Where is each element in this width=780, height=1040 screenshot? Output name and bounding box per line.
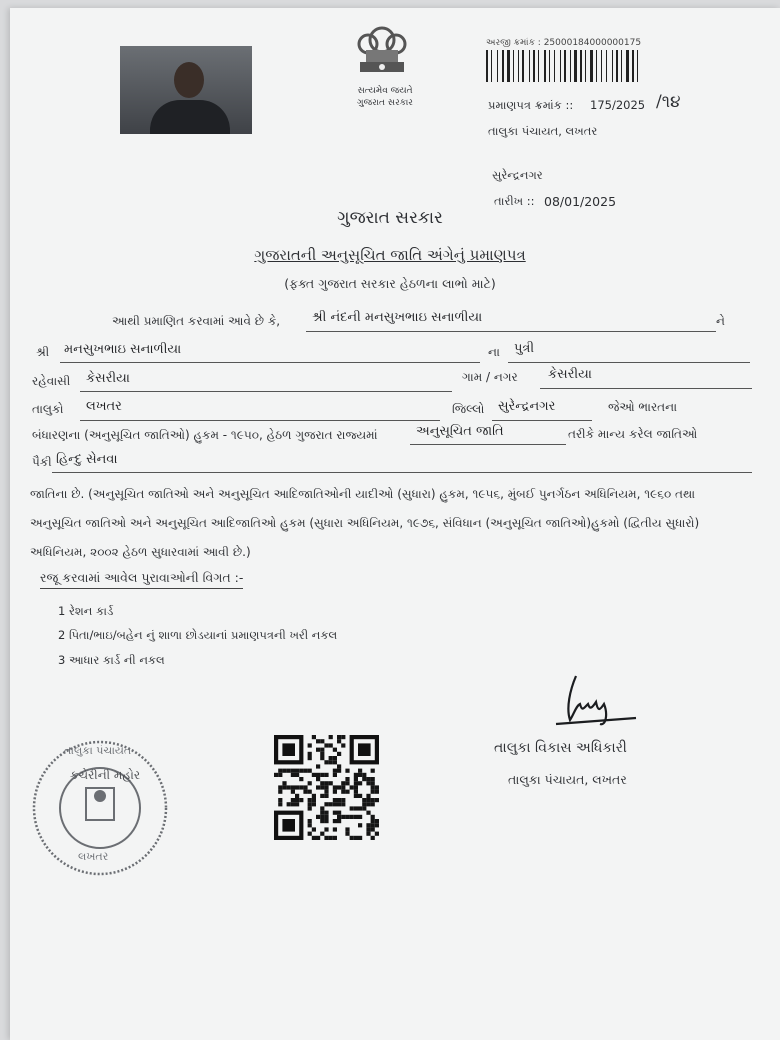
taluka-value: લખતર (86, 399, 122, 414)
village-value: કેસરીયા (548, 367, 592, 382)
certificate-title: ગુજરાતની અનુસૂચિત જાતિ અંગેનું પ્રમાણપત્ર (254, 246, 526, 264)
resident-underline (80, 391, 452, 392)
district-label: જિલ્લો (452, 402, 485, 416)
father-underline (60, 362, 480, 363)
district-header: સુરેન્દ્રનગર (492, 168, 543, 182)
taluka-label: તાલુકો (32, 402, 64, 416)
constitution-text: બંધારણના (અનુસૂચિત જાતિઓ) હુકમ - ૧૯૫૦, હેઠળ ગુજરાત રાજ્યમાં (32, 428, 378, 442)
name-underline (306, 331, 716, 332)
office-seal (30, 738, 170, 878)
relation-underline (508, 362, 750, 363)
evidence-heading: રજૂ કરવામાં આવેલ પુરાવાઓની વિગત :- (40, 570, 243, 589)
district-underline (492, 420, 592, 421)
village-underline (540, 388, 752, 389)
applicant-photo (120, 46, 252, 134)
certificate-no-label: પ્રમાણપત્ર ક્રમાંક :: (488, 98, 574, 112)
handwritten-number: /૧૪ (656, 92, 681, 112)
legal-line-2: અનુસૂચિત જાતિઓ અને અનુસૂચિત આદિજાતિઓ હુકમ (સુધારા અધિનિયમ, ૧૯૭૬, સંવિધાન (અનુસૂચિત જાતિઓ)હુકમો (દ્વિતીય સુધારો) (30, 516, 700, 530)
recognized-text: તરીકે માન્ય કરેલ જાતિઓ (568, 427, 698, 441)
caste-category: અનુસૂચિત જાતિ (416, 424, 504, 439)
evidence-item: 1 રેશન કાર્ડ (58, 604, 114, 618)
evidence-item: 3 આધાર કાર્ડ ની નકલ (58, 653, 165, 667)
qr-code (274, 735, 380, 845)
emblem-caption: ગુજરાત સરકાર (357, 98, 413, 108)
caste-underline (52, 472, 752, 473)
village-label: ગામ / નગર (462, 370, 518, 384)
certify-label: આથી પ્રમાણિત કરવામાં આવે છે કે, (112, 314, 281, 328)
seal-middle-text: કચેરીની મહોર (70, 768, 141, 782)
category-underline (410, 444, 566, 445)
father-name: મનસુખભાઇ સનાળીયા (64, 342, 182, 357)
applicant-name: શ્રી નંદની મનસુખભાઇ સનાળીયા (312, 310, 483, 325)
relation: પુત્રી (514, 341, 535, 356)
among-label: પૈકી (32, 455, 52, 469)
date-label: તારીખ :: (494, 194, 535, 208)
name-suffix: ને (716, 314, 725, 328)
certificate-subtitle: (ફક્ત ગુજરાત સરકાર હેઠળના લાભો માટે) (284, 276, 496, 291)
officer-designation: તાલુકા વિકાસ અધિકારી (494, 740, 627, 756)
shri-label: શ્રી (36, 345, 50, 359)
officer-signature (536, 668, 646, 728)
caste-value: હિન્દુ સેનવા (56, 452, 118, 467)
evidence-item: 2 પિતા/ભાઇ/બહેન નું શાળા છોડયાનાં પ્રમાણપત્રની ખરી નકલ (58, 628, 338, 642)
seal-bottom-text: લખતર (78, 850, 109, 863)
seal-top-text: તાલુકા પંચાયત (64, 744, 132, 757)
application-number: અરજી ક્રમાંક : 25000184000000175 (486, 38, 642, 48)
na-label: ના (488, 345, 500, 359)
district-value: સુરેન્દ્રનગર (498, 399, 556, 414)
national-emblem-icon (346, 22, 418, 82)
legal-paragraph (30, 480, 750, 567)
legal-line-1: જાતિના છે. (અનુસૂચિત જાતિઓ અને અનુસૂચિત આદિજાતિઓની યાદીઓ (સુધારા) હુકમ, ૧૯૫૬, મુંબઈ પુનર્ગઠન અધિનિયમ, ૧૯૬૦ તથા (30, 487, 696, 501)
emblem-motto: સત્યમેવ જયતે (357, 86, 413, 96)
india-label: જેઓ ભારતના (608, 400, 678, 414)
legal-line-3: અધિનિયમ, ૨૦૦૨ હેઠળ સુધારવામાં આવી છે.) (30, 545, 251, 559)
taluka-underline (80, 420, 440, 421)
resident-label: રહેવાસી (32, 374, 71, 388)
officer-office: તાલુકા પંચાયત, લખતર (508, 772, 627, 787)
government-title: ગુજરાત સરકાર (337, 208, 443, 228)
resident-value: કેસરીયા (86, 371, 130, 386)
certificate-number: 175/2025 (590, 98, 646, 112)
issuing-office: તાલુકા પંચાયત, લખતર (488, 124, 598, 138)
barcode (486, 50, 704, 82)
issue-date: 08/01/2025 (544, 194, 617, 209)
